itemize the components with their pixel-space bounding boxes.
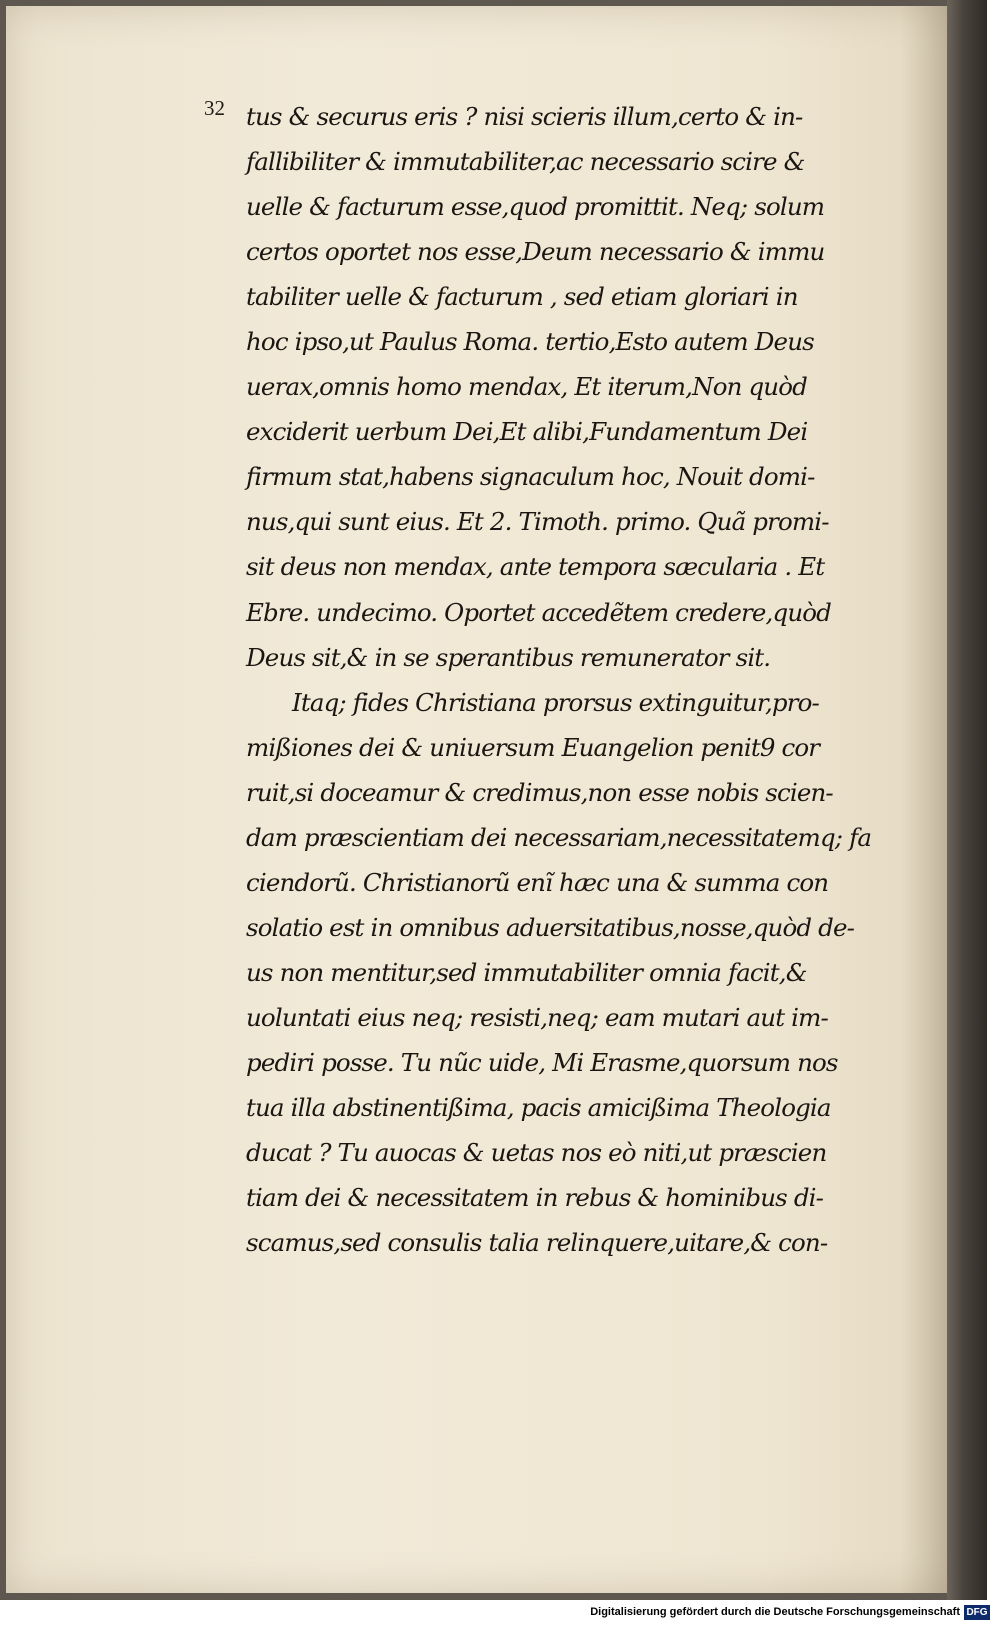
text-line: dam præscientiam dei necessariam,necessitatemq; fa	[246, 822, 872, 852]
text-line: ducat ? Tu auocas & uetas nos eò niti,ut præscien	[246, 1138, 827, 1168]
text-line: exciderit uerbum Dei,Et alibi,Fundamentum Dei	[246, 417, 808, 447]
text-line: solatio est in omnibus aduersitatibus,nosse,quòd de-	[246, 912, 855, 942]
text-line: us non mentitur,sed immutabiliter omnia facit,&	[246, 957, 807, 987]
text-line: Deus sit,& in se sperantibus remunerator sit.	[246, 642, 771, 672]
paragraph-start-line: Itaq; fides Christiana prorsus extinguitur,pro-	[292, 687, 819, 717]
text-line: scamus,sed consulis talia relinquere,uitare,& con-	[246, 1228, 828, 1258]
scan-margin	[987, 0, 1000, 1600]
text-line: nus,qui sunt eius. Et 2. Timoth. primo. Quã promi-	[246, 507, 829, 537]
text-line: sit deus non mendax, ante tempora sæcularia . Et	[246, 552, 825, 582]
page-number: 32	[204, 96, 225, 120]
text-line: tus & securus eris ? nisi scieris illum,certo & in-	[246, 102, 803, 131]
text-line: ciendorũ. Christianorũ enĩ hæc una & summa con	[246, 867, 829, 897]
funding-credit: Digitalisierung gefördert durch die Deutsche Forschungsgemeinschaft	[590, 1606, 960, 1618]
text-line: uerax,omnis homo mendax, Et iterum,Non quòd	[246, 372, 807, 402]
book-gutter	[947, 0, 987, 1600]
text-line: hoc ipso,ut Paulus Roma. tertio,Esto autem Deus	[246, 327, 814, 357]
text-line: ruit,si doceamur & credimus,non esse nobis scien-	[246, 777, 833, 807]
text-line: certos oportet nos esse,Deum necessario & immu	[246, 237, 825, 267]
text-line: uelle & facturum esse,quod promittit. Neq; solum	[246, 192, 825, 222]
text-line: mißiones dei & uniuersum Euangelion penit9 cor	[246, 732, 820, 762]
text-line: tiam dei & necessitatem in rebus & hominibus di-	[246, 1183, 824, 1213]
text-line: tabiliter uelle & facturum , sed etiam gloriari in	[246, 282, 798, 312]
footer-bar	[0, 1600, 1000, 1627]
text-line: tua illa abstinentißima, pacis amicißima Theologia	[246, 1093, 831, 1123]
text-line: pediri posse. Tu nũc uide, Mi Erasme,quorsum nos	[246, 1047, 838, 1077]
page-text	[246, 94, 936, 1265]
text-line: uoluntati eius neq; resisti,neq; eam mutari aut im-	[246, 1002, 828, 1032]
text-line: firmum stat,habens signaculum hoc, Nouit domi-	[246, 462, 815, 492]
text-line: Ebre. undecimo. Oportet accedẽtem credere,quòd	[246, 597, 831, 627]
text-line: fallibiliter & immutabiliter,ac necessario scire &	[246, 147, 805, 177]
dfg-logo: DFG	[964, 1605, 990, 1620]
